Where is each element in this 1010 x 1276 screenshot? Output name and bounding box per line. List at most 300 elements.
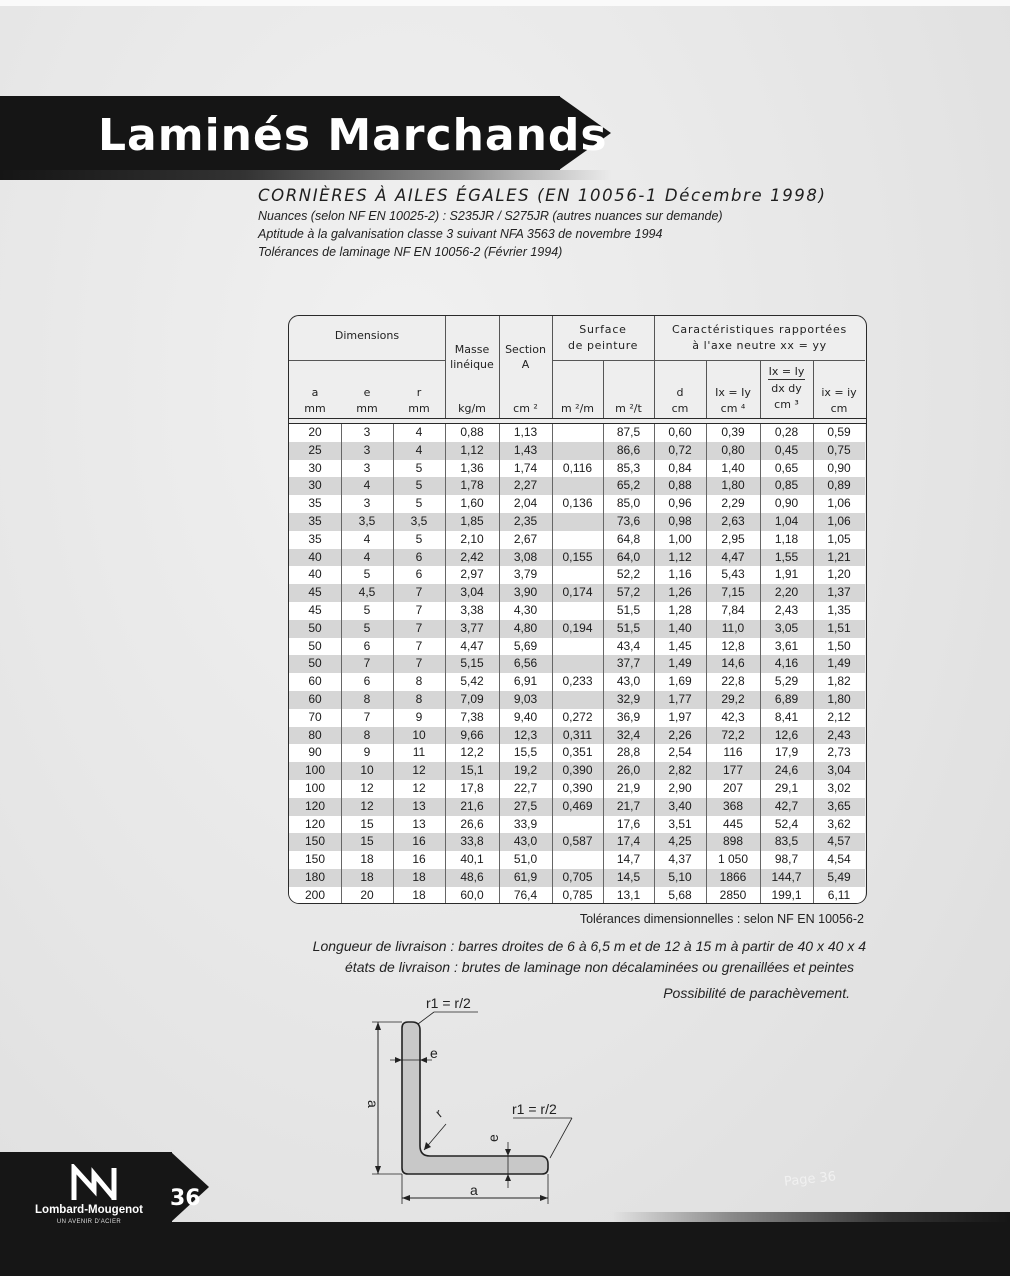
table-cell: 1,21	[827, 549, 851, 564]
table-cell: 5,69	[513, 638, 538, 653]
col-unit: mm	[408, 402, 430, 415]
table-cell: 7	[415, 620, 423, 635]
table-cell: 0,390	[562, 781, 593, 795]
table-cell: 1,20	[827, 567, 851, 582]
column-divider	[654, 424, 655, 903]
table-row	[289, 887, 865, 904]
leader-line-r1-top	[418, 1012, 434, 1024]
footer-stripe	[612, 1212, 1010, 1222]
table-cell: 6,89	[774, 692, 799, 706]
table-cell: 1 050	[717, 852, 749, 867]
table-cell: 368	[722, 798, 744, 813]
arrow-head	[402, 1195, 410, 1201]
table-cell: 5	[363, 620, 371, 635]
table-cell: 12	[360, 798, 374, 813]
arrow-head	[420, 1057, 427, 1063]
table-cell: 1,06	[827, 514, 851, 528]
table-cell: 28,8	[616, 745, 641, 760]
table-cell: 52,4	[774, 816, 799, 831]
table-cell: 42,3	[721, 709, 745, 724]
table-cell: 0,136	[562, 496, 593, 511]
table-cell: 2850	[719, 887, 747, 902]
table-cell: 5	[363, 567, 371, 582]
table-row	[289, 549, 865, 567]
table-cell: 0,272	[562, 709, 593, 724]
table-cell: 12	[360, 781, 374, 795]
header-section-a: A	[521, 358, 530, 371]
table-cell: 1,45	[668, 638, 692, 653]
table-cell: 0,75	[827, 442, 851, 457]
column-divider	[552, 424, 553, 903]
table-cell: 1,82	[827, 674, 851, 689]
table-cell: 1,36	[460, 460, 484, 475]
table-cell: 1,69	[668, 674, 692, 689]
table-cell: 42,7	[774, 798, 799, 813]
table-cell: 0,89	[827, 478, 851, 493]
table-cell: 22,7	[513, 781, 538, 795]
table-cell: 17,6	[616, 816, 641, 831]
table-cell: 45	[308, 585, 322, 600]
table-cell: 72,2	[721, 727, 745, 742]
table-cell: 9,66	[460, 727, 484, 742]
table-cell: 4,16	[774, 656, 799, 671]
table-cell: 4	[363, 478, 371, 493]
page-number: 36	[170, 1186, 201, 1211]
col-name-r: r	[416, 386, 422, 399]
table-cell: 7	[415, 638, 423, 653]
col-unit: cm	[671, 402, 689, 415]
table-cell: 50	[308, 656, 322, 671]
table-cell: 7	[363, 709, 371, 724]
header-caracteristiques: Caractéristiques rapportées	[671, 323, 848, 336]
table-row	[289, 513, 865, 531]
table-cell: 7	[363, 656, 371, 671]
table-cell: 20	[360, 887, 374, 902]
table-cell: 12,6	[774, 727, 799, 742]
table-cell: 15,5	[513, 745, 538, 760]
table-cell: 26,0	[616, 763, 641, 778]
table-row	[289, 744, 865, 762]
table-row	[289, 762, 865, 780]
table-cell: 1,80	[827, 692, 851, 706]
table-cell: 1,80	[721, 478, 745, 493]
table-cell: 3,61	[774, 638, 799, 653]
header-dimensions: Dimensions	[334, 329, 400, 342]
table-cell: 22,8	[721, 674, 745, 689]
table-row	[289, 477, 865, 495]
table-cell: 0,194	[562, 620, 593, 635]
table-row	[289, 442, 865, 460]
table-cell: 11,0	[721, 620, 745, 635]
table-cell: 1,40	[668, 620, 692, 635]
table-cell: 80	[308, 727, 322, 742]
table-row	[289, 602, 865, 620]
table-cell: 120	[304, 798, 326, 813]
table-row	[289, 566, 865, 584]
table-cell: 24,6	[774, 763, 799, 778]
table-cell: 18	[360, 852, 374, 867]
table-cell: 3,77	[460, 620, 484, 635]
table-cell	[552, 851, 603, 869]
table-cell: 45	[308, 603, 322, 617]
label-r1-right: r1 = r/2	[512, 1101, 557, 1117]
table-cell: 0,96	[668, 496, 692, 511]
header-ratio-denominator: dx dy	[771, 382, 802, 395]
col-name-ix: Ix = Iy	[715, 386, 751, 399]
table-cell: 1,49	[827, 656, 851, 671]
table-cell: 29,2	[721, 692, 745, 706]
table-cell: 0,85	[774, 478, 799, 493]
table-cell: 3,04	[460, 585, 484, 600]
table-cell: 1,13	[513, 425, 538, 439]
table-cell: 3	[363, 496, 371, 511]
header-axe-neutre: à l'axe neutre xx = yy	[692, 339, 827, 352]
table-cell: 1,55	[774, 549, 799, 564]
table-cell: 1,77	[668, 692, 692, 706]
lm-logo-icon	[70, 1164, 120, 1202]
table-cell: 0,587	[562, 834, 593, 849]
table-cell: 37,7	[616, 656, 641, 671]
table-cell: 2,95	[721, 531, 745, 546]
table-row	[289, 816, 865, 834]
table-cell: 65,2	[616, 478, 641, 493]
table-cell: 5,49	[827, 870, 851, 884]
table-cell: 0,90	[774, 496, 799, 511]
arrow-head	[505, 1149, 511, 1156]
table-cell: 5,68	[668, 887, 692, 902]
table-cell: 3,79	[513, 567, 538, 582]
table-cell: 5,10	[668, 870, 692, 884]
table-cell: 200	[304, 887, 326, 902]
table-cell: 0,311	[562, 727, 593, 742]
table-cell: 4	[415, 442, 423, 457]
column-divider	[393, 424, 394, 903]
table-cell: 61,9	[513, 870, 538, 884]
label-r: r	[432, 1106, 446, 1121]
table-cell	[552, 602, 603, 620]
col-name-a: a	[311, 386, 319, 399]
table-cell: 445	[722, 816, 744, 831]
table-cell: 144,7	[771, 870, 802, 884]
table-cell: 35	[308, 531, 322, 546]
table-cell: 2,97	[460, 567, 484, 582]
col-unit: cm	[830, 402, 848, 415]
table-cell: 8	[363, 692, 371, 706]
table-row	[289, 460, 865, 478]
table-cell: 1,00	[668, 531, 692, 546]
arrow-head	[505, 1174, 511, 1181]
table-cell: 12,8	[721, 638, 745, 653]
table-cell: 100	[304, 763, 326, 778]
table-cell: 17,4	[616, 834, 641, 849]
table-cell: 17,9	[774, 745, 799, 760]
table-cell	[552, 655, 603, 673]
table-cell: 5	[415, 478, 423, 493]
label-a-vertical: a	[365, 1100, 381, 1108]
table-row	[289, 531, 865, 549]
col-name-ix-small: ix = iy	[821, 386, 857, 399]
table-cell: 6	[363, 674, 371, 689]
table-cell: 18	[412, 870, 426, 884]
table-cell: 0,469	[562, 798, 593, 813]
table-cell: 50	[308, 638, 322, 653]
table-cell: 1,37	[827, 585, 851, 600]
table-cell: 51,0	[513, 852, 538, 867]
table-cell: 40	[308, 567, 322, 582]
col-name-e: e	[363, 386, 371, 399]
table-row	[289, 495, 865, 513]
table-cell: 76,4	[513, 887, 538, 902]
table-cell: 0,390	[562, 763, 593, 778]
table-cell: 5,42	[460, 674, 484, 689]
ghost-page-label: Page 36	[783, 1169, 837, 1190]
section-title: CORNIÈRES À AILES ÉGALES (EN 10056-1 Décembre 1998)	[258, 186, 827, 205]
table-cell: 4	[363, 549, 371, 564]
table-cell: 2,73	[827, 745, 851, 760]
table-cell: 0,155	[562, 549, 593, 564]
column-divider	[445, 424, 446, 903]
table-cell: 7	[415, 603, 423, 617]
table-cell: 8,41	[774, 709, 799, 724]
table-row	[289, 424, 865, 442]
table-cell: 3,05	[774, 620, 799, 635]
table-cell: 8	[415, 692, 423, 706]
table-cell: 40,1	[460, 852, 484, 867]
table-cell: 5	[415, 496, 423, 511]
table-cell: 1,50	[827, 638, 851, 653]
table-cell: 0,233	[562, 674, 593, 689]
table-row	[289, 709, 865, 727]
table-cell: 0,705	[562, 870, 593, 884]
table-cell: 3	[363, 442, 371, 457]
table-row	[289, 727, 865, 745]
col-unit: m ²/t	[615, 402, 642, 415]
table-cell: 43,4	[616, 638, 641, 653]
header-divider	[552, 360, 865, 361]
table-cell: 18	[412, 887, 426, 902]
header-surface: Surface	[579, 323, 627, 336]
table-cell: 48,6	[460, 870, 484, 884]
header-divider	[289, 360, 445, 361]
table-cell: 7,38	[460, 709, 484, 724]
angle-sections-table	[288, 315, 867, 904]
table-cell: 7,84	[721, 603, 745, 617]
angle-section-diagram	[350, 992, 590, 1208]
column-divider	[706, 424, 707, 903]
header-body-divider	[288, 418, 867, 424]
table-cell: 17,8	[460, 781, 484, 795]
tolerance-note: Tolérances dimensionnelles : selon NF EN 10056-2	[579, 912, 864, 926]
table-cell: 86,6	[616, 442, 641, 457]
table-cell: 0,116	[562, 460, 593, 475]
table-cell: 6	[415, 567, 423, 582]
table-cell: 90	[308, 745, 322, 760]
col-unit: kg/m	[458, 402, 486, 415]
table-cell: 1,74	[513, 460, 538, 475]
label-e-right: e	[485, 1134, 501, 1142]
brand-tagline: UN AVENIR D'ACIER	[56, 1219, 122, 1225]
col-unit: cm ⁴	[720, 402, 746, 415]
table-cell: 1,49	[668, 656, 692, 671]
table-cell: 177	[722, 763, 744, 778]
table-cell: 4	[415, 425, 423, 439]
delivery-length: Longueur de livraison : barres droites de 6 à 6,5 m et de 12 à 15 m à partir de 40 x 40 x 4	[312, 938, 866, 954]
table-cell: 60	[308, 692, 322, 706]
table-cell: 1,60	[460, 496, 484, 511]
table-cell: 73,6	[616, 514, 641, 528]
table-cell: 2,82	[668, 763, 692, 778]
table-cell: 8	[415, 674, 423, 689]
table-cell: 35	[308, 496, 322, 511]
table-cell: 40	[308, 549, 322, 564]
table-cell: 14,5	[616, 870, 641, 884]
table-cell: 5	[415, 531, 423, 546]
table-cell: 9,03	[513, 692, 538, 706]
table-cell: 0,88	[668, 478, 692, 493]
table-cell: 9	[363, 745, 371, 760]
table-cell: 4,37	[668, 852, 692, 867]
delivery-finishing: Possibilité de parachèvement.	[663, 985, 850, 1001]
table-cell: 83,5	[774, 834, 799, 849]
table-cell: 2,10	[460, 531, 484, 546]
table-cell: 0,28	[774, 425, 799, 439]
table-cell: 9	[415, 709, 423, 724]
table-cell: 35	[308, 514, 322, 528]
table-cell: 1,97	[668, 709, 692, 724]
col-unit: mm	[304, 402, 326, 415]
table-cell: 60,0	[460, 887, 484, 902]
table-cell: 199,1	[771, 887, 802, 902]
table-cell: 2,67	[513, 531, 538, 546]
table-cell: 8	[363, 727, 371, 742]
column-divider	[813, 424, 814, 903]
table-cell	[552, 566, 603, 584]
table-cell: 5,43	[721, 567, 745, 582]
table-cell: 150	[304, 852, 326, 867]
table-cell: 57,2	[616, 585, 641, 600]
label-e-top: e	[430, 1045, 438, 1061]
table-row	[289, 655, 865, 673]
column-divider	[341, 424, 342, 903]
table-cell: 3	[363, 425, 371, 439]
table-cell: 0,88	[460, 425, 484, 439]
table-cell: 12	[412, 763, 426, 778]
table-cell: 7	[415, 585, 423, 600]
table-cell: 1,28	[668, 603, 692, 617]
table-cell: 4	[363, 531, 371, 546]
table-cell: 85,3	[616, 460, 641, 475]
col-name-d: d	[676, 386, 684, 399]
table-cell: 2,42	[460, 549, 484, 564]
col-unit: mm	[356, 402, 378, 415]
table-cell: 21,6	[460, 798, 484, 813]
table-cell: 0,785	[562, 887, 593, 902]
table-cell: 2,04	[513, 496, 538, 511]
table-cell: 52,2	[616, 567, 641, 582]
table-cell: 2,35	[513, 514, 538, 528]
table-cell: 1,12	[460, 442, 484, 457]
table-cell: 70	[308, 709, 322, 724]
table-cell: 13	[412, 816, 426, 831]
table-cell: 1,40	[721, 460, 745, 475]
intro-block	[258, 186, 827, 261]
table-row	[289, 691, 865, 709]
table-row	[289, 780, 865, 798]
table-cell: 29,1	[774, 781, 799, 795]
table-cell: 98,7	[774, 852, 799, 867]
table-cell: 2,43	[827, 727, 851, 742]
table-cell: 1,06	[827, 496, 851, 511]
table-cell: 120	[304, 816, 326, 831]
intro-line-galvanisation: Aptitude à la galvanisation classe 3 suivant NFA 3563 de novembre 1994	[258, 227, 663, 241]
table-cell: 4,5	[358, 585, 376, 600]
column-divider	[499, 424, 500, 903]
delivery-states: états de livraison : brutes de laminage non décalaminées ou grenaillées et peintes	[345, 959, 854, 975]
table-cell: 4,47	[721, 549, 745, 564]
col-unit: cm ²	[513, 402, 538, 415]
table-cell: 3,40	[668, 798, 692, 813]
table-cell: 3,04	[827, 763, 851, 778]
table-cell: 1,26	[668, 585, 692, 600]
table-cell: 16	[412, 834, 426, 849]
table-cell: 11	[412, 745, 426, 760]
table-cell: 5	[415, 460, 423, 475]
table-cell: 4,54	[827, 852, 851, 867]
table-cell: 100	[304, 781, 326, 795]
page-title: Laminés Marchands	[98, 110, 608, 161]
table-cell: 1,35	[827, 603, 851, 617]
table-cell: 18	[360, 870, 374, 884]
table-cell: 898	[722, 834, 744, 849]
table-cell: 1,12	[668, 549, 692, 564]
col-unit: m ²/m	[560, 402, 595, 415]
table-cell: 1,51	[827, 620, 851, 635]
label-r1-top: r1 = r/2	[426, 995, 471, 1011]
table-cell: 207	[722, 781, 744, 795]
table-cell	[552, 424, 603, 442]
table-cell: 10	[412, 727, 426, 742]
table-cell: 0,351	[562, 745, 593, 760]
table-cell: 4,30	[513, 603, 538, 617]
table-cell: 27,5	[513, 798, 538, 813]
table-cell: 87,5	[616, 425, 641, 439]
table-cell: 9,40	[513, 709, 538, 724]
table-cell: 50	[308, 620, 322, 635]
table-cell: 3,38	[460, 603, 484, 617]
table-cell: 16	[412, 852, 426, 867]
table-cell: 33,8	[460, 834, 484, 849]
table-cell: 6	[363, 638, 371, 653]
angle-profile	[402, 1022, 548, 1174]
table-cell: 0,174	[562, 585, 593, 600]
table-cell: 25	[308, 442, 322, 457]
table-cell: 0,90	[827, 460, 851, 475]
table-cell: 5	[363, 603, 371, 617]
table-cell: 6,56	[513, 656, 538, 671]
intro-line-grades: Nuances (selon NF EN 10025-2) : S235JR / S275JR (autres nuances sur demande)	[258, 209, 723, 223]
table-cell: 3,90	[513, 585, 538, 600]
table-cell: 2,90	[668, 781, 692, 795]
table-cell: 26,6	[460, 816, 484, 831]
table-cell: 3,08	[513, 549, 538, 564]
table-cell: 32,9	[616, 692, 641, 706]
table-cell: 33,9	[513, 816, 538, 831]
table-cell: 3,51	[668, 816, 692, 831]
table-cell: 20	[308, 425, 322, 439]
table-cell: 1866	[719, 870, 747, 884]
arrow-head	[375, 1022, 381, 1030]
table-row	[289, 833, 865, 851]
